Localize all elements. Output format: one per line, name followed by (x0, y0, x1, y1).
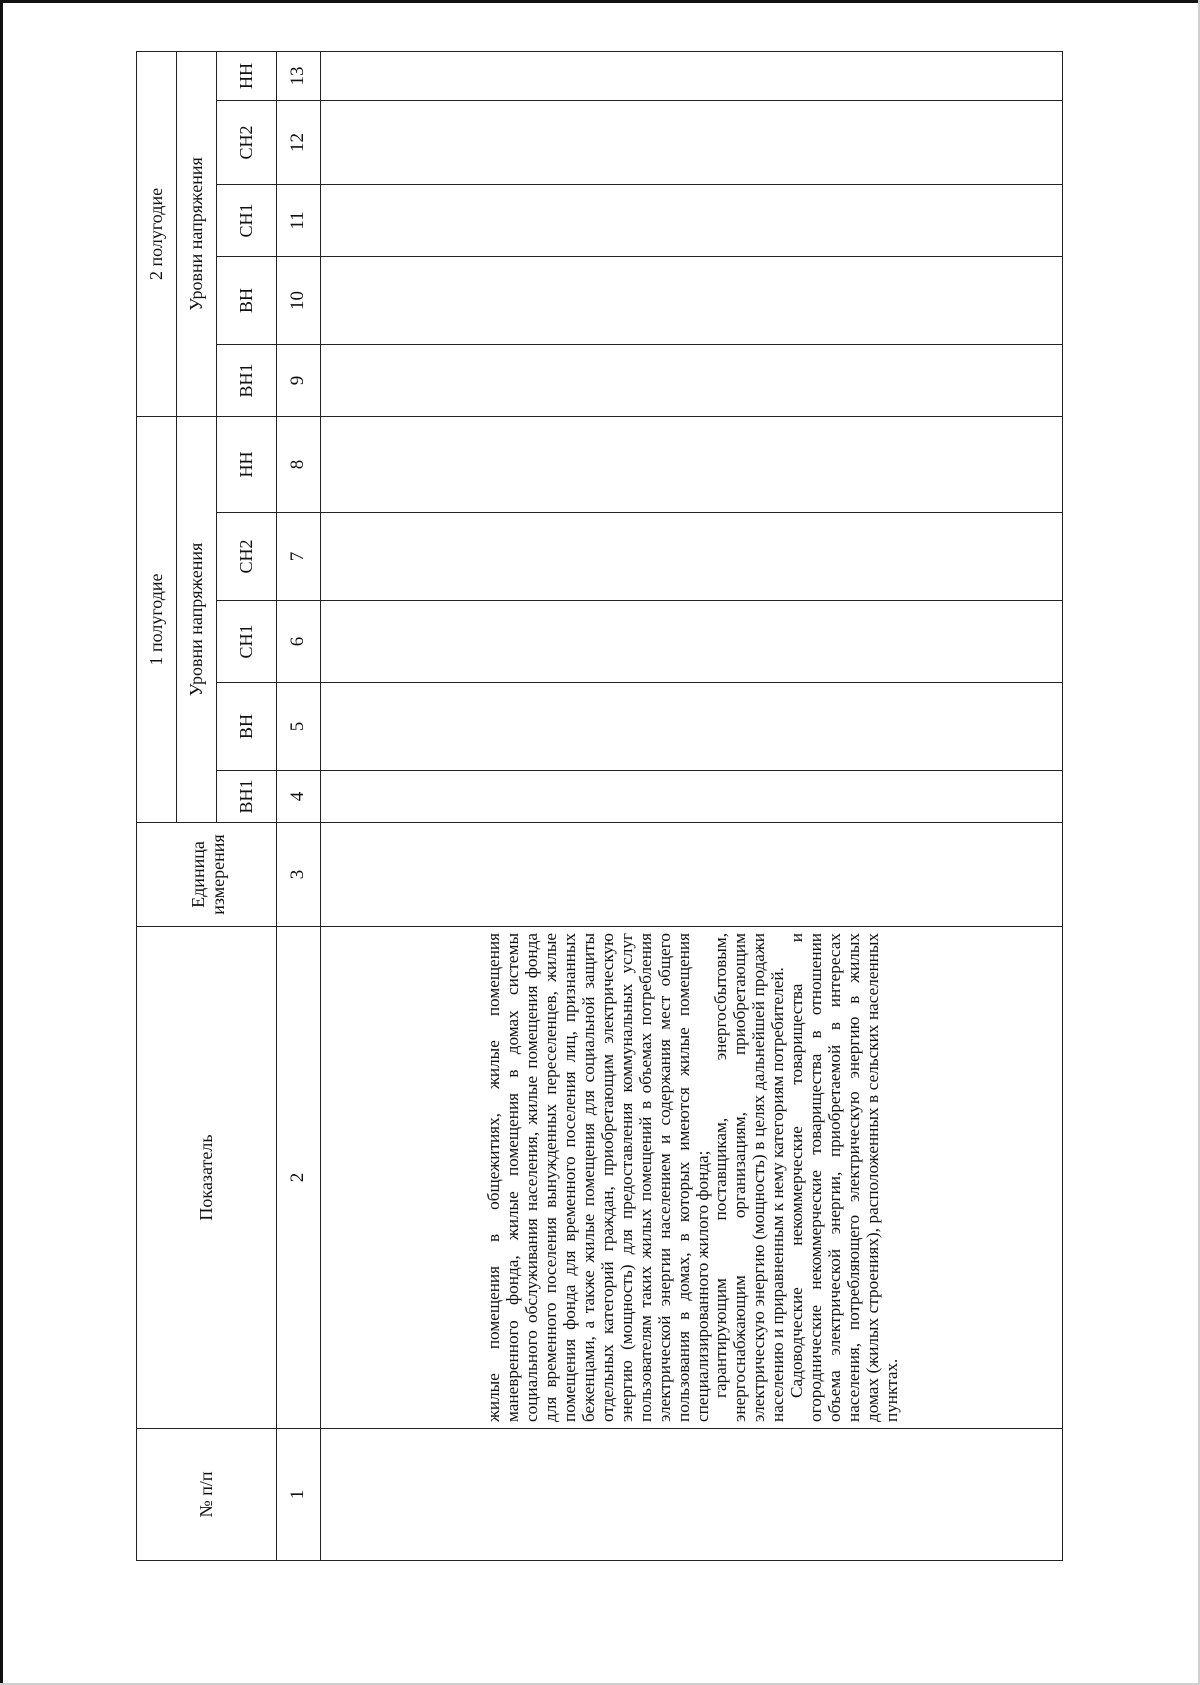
table-cell (321, 771, 1063, 823)
column-number: 10 (277, 256, 321, 344)
level-label: СН2 (217, 100, 277, 184)
indicator-paragraph: жилые помещения в общежитиях, жилые помещения маневренного фонда, жилые помещения в домах системы социального обслуживания населения, жилые помещения фонда для временного поселения вынужденных переселенцев, жилые помещения фонда для временного поселения лиц, признанных беженцами, а также жилые помещения для социальной защиты отдельных категорий граждан, приобретающим электрическую энергию (мощность) для предоставления коммунальных услуг пользователям таких жилых помещений в объемах потребления электрической энергии населением и содержания мест общего пользования в домах, в которых имеются жилые помещения специализированного жилого фонда; (484, 933, 712, 1422)
table-cell (321, 51, 1063, 100)
column-number: 12 (277, 100, 321, 184)
indicator-paragraph: Садоводческие некоммерческие товарищества и огороднические некоммерческие товарищества в отношении объема электрической энергии, приобретаемой в интересах населения, потребляющего электрическую энергию в жилых домах (жилых строениях), расположенных в сельских населенных пунктах. (787, 933, 901, 1422)
column-number: 3 (277, 823, 321, 927)
header-half1: 1 полугодие (137, 416, 177, 822)
table-cell (321, 683, 1063, 771)
level-label: СН2 (217, 513, 277, 601)
level-label: СН1 (217, 601, 277, 683)
indicator-paragraph: гарантирующим поставщикам, энергосбытовым, энергоснабжающим организациям, приобретающим электрическую энергию (мощность) в целях дальнейшей продажи населению и приравненным к нему категориям потребителей. (711, 933, 788, 1422)
column-number: 5 (277, 683, 321, 771)
header-row (137, 51, 177, 1560)
level-label: ВН1 (217, 771, 277, 823)
column-number-row (277, 51, 321, 1560)
tariff-table (136, 51, 1063, 1561)
column-number: 4 (277, 771, 321, 823)
header-levels-half1: Уровни напряжения (177, 416, 217, 822)
level-label: НН (217, 51, 277, 100)
level-label: ВН1 (217, 344, 277, 416)
table-cell (321, 100, 1063, 184)
level-label: СН1 (217, 184, 277, 256)
table-cell (321, 344, 1063, 416)
indicator-text-cell (321, 927, 1063, 1429)
level-label: ВН (217, 256, 277, 344)
header-unit: Единица измерения (137, 823, 277, 927)
column-number: 1 (277, 1429, 321, 1561)
header-num: № п/п (137, 1429, 277, 1561)
column-number: 13 (277, 51, 321, 100)
level-label: ВН (217, 683, 277, 771)
table-cell-num (321, 1429, 1063, 1561)
column-number: 6 (277, 601, 321, 683)
column-number: 11 (277, 184, 321, 256)
table-cell (321, 416, 1063, 512)
column-number: 2 (277, 927, 321, 1429)
table-cell (321, 256, 1063, 344)
table-cell (321, 601, 1063, 683)
header-indicator: Показатель (137, 927, 277, 1429)
column-number: 9 (277, 344, 321, 416)
table-row (321, 51, 1063, 1560)
table-cell-unit (321, 823, 1063, 927)
header-levels-half2: Уровни напряжения (177, 51, 217, 416)
column-number: 8 (277, 416, 321, 512)
column-number: 7 (277, 513, 321, 601)
table-cell (321, 513, 1063, 601)
header-half2: 2 полугодие (137, 51, 177, 416)
level-label: НН (217, 416, 277, 512)
table-cell (321, 184, 1063, 256)
